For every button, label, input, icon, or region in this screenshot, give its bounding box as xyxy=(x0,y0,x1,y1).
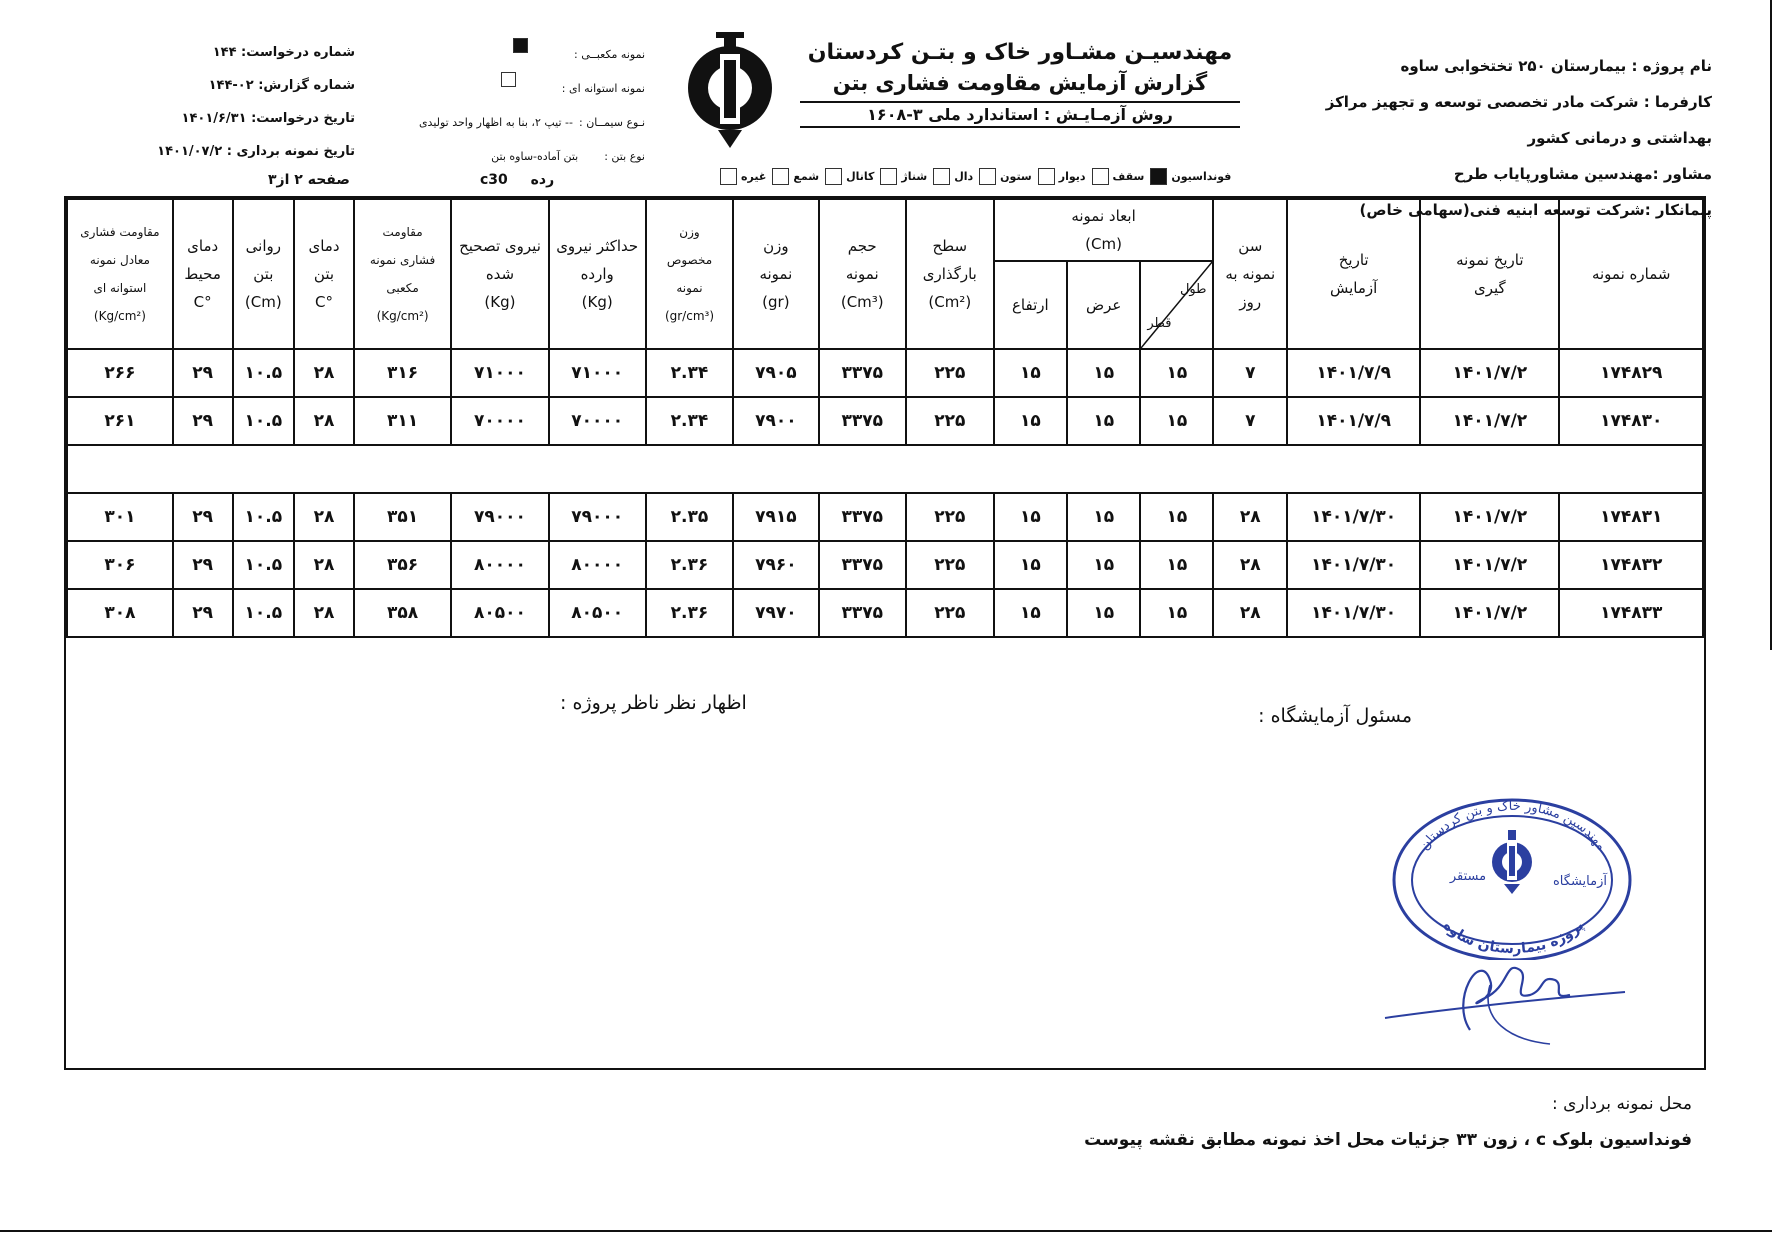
header-dims-text: ابعاد نمونه xyxy=(1071,207,1136,225)
stamp-logo-icon xyxy=(1492,830,1532,894)
table-cell: ۱۴۰۱/۷/۲ xyxy=(1420,349,1559,397)
stamp-lab-text: آزمایشگاه xyxy=(1553,874,1607,889)
header-concrete-temp xyxy=(294,199,354,349)
table-cell: ۱۵ xyxy=(994,349,1067,397)
header-slump-text: روانی بتن xyxy=(245,237,281,283)
table-cell: ۱۰.۵ xyxy=(233,541,295,589)
element-option[interactable] xyxy=(933,168,973,185)
stamp-based-text: مستقر xyxy=(1449,869,1487,884)
sampling-date: تاریخ نمونه برداری : ۱۴۰۱/۰۷/۲ xyxy=(157,144,355,159)
header-length: طول xyxy=(1179,282,1207,297)
table-cell: ۷ xyxy=(1213,349,1287,397)
table-cell: ۱۴۰۱/۷/۳۰ xyxy=(1287,493,1420,541)
sampling-location-label: محل نمونه برداری : xyxy=(1551,1094,1692,1114)
table-cell: ۱۰.۵ xyxy=(233,349,295,397)
results-table xyxy=(66,198,1704,638)
table-cell: ۷۰۰۰۰ xyxy=(549,397,646,445)
table-cell: ۲.۳۴ xyxy=(646,397,733,445)
table-cell: ۱۵ xyxy=(1140,397,1213,445)
test-method: روش آزمـایـش : استاندارد ملی ۳-۱۶۰۸ xyxy=(800,101,1240,128)
table-cell: ۱۵ xyxy=(1140,541,1213,589)
table-cell: ۷۹۰۰۰ xyxy=(451,493,548,541)
element-option[interactable] xyxy=(1092,168,1145,185)
table-cell: ۲۲۵ xyxy=(906,589,994,637)
project-name: نام پروژه : بیمارستان ۲۵۰ تختخوابی ساوه xyxy=(1400,57,1712,75)
table-cell: ۱۷۴۸۳۱ xyxy=(1559,493,1703,541)
table-cell: ۱۵ xyxy=(1067,541,1140,589)
cubic-checkbox[interactable] xyxy=(513,38,528,53)
company-name: مهندسیـن مشـاور خاک و بتـن کردستان xyxy=(807,40,1233,65)
table-cell: ۲۲۵ xyxy=(906,541,994,589)
header-area-unit: (Cm²) xyxy=(928,293,972,311)
table-cell: ۷۹۰۵ xyxy=(733,349,818,397)
header-max-force xyxy=(549,199,646,349)
header-height: ارتفاع xyxy=(994,261,1067,349)
lab-stamp xyxy=(1390,790,1635,960)
table-cell: ۱۰.۵ xyxy=(233,589,295,637)
table-cell: ۲.۳۵ xyxy=(646,493,733,541)
table-cell: ۳۳۷۵ xyxy=(819,349,906,397)
table-cell: ۱۴۰۱/۷/۲ xyxy=(1420,589,1559,637)
table-header-row xyxy=(67,199,1703,261)
header-cyl-strength-text: مقاومت فشاری معادل نمونه استوانه ای xyxy=(80,225,160,295)
table-cell: ۲۲۵ xyxy=(906,349,994,397)
table-cell: ۱۵ xyxy=(1140,589,1213,637)
table-cell: ۲۸ xyxy=(294,493,354,541)
table-cell: ۳۳۷۵ xyxy=(819,397,906,445)
report-number: شماره گزارش: ۰۲-۱۴۴ xyxy=(208,78,355,93)
element-checkbox[interactable] xyxy=(772,168,789,185)
contractor: پیمانکار :شرکت توسعه ابنیه فنی(سهامی خاص) xyxy=(1359,201,1712,219)
table-cell: ۷۹۰۰ xyxy=(733,397,818,445)
header-test-date-text: تاریخ آزمایش xyxy=(1330,251,1378,297)
concrete-value: بتن آماده-ساوه بتن xyxy=(491,150,579,163)
header-cube-strength xyxy=(354,199,452,349)
element-option[interactable] xyxy=(720,168,766,185)
employer-line1: کارفرما : شرکت مادر تخصصی توسعه و تجهیز مراکز xyxy=(1325,93,1712,111)
table-cell: ۱۵ xyxy=(1140,349,1213,397)
table-cell: ۲۶۱ xyxy=(67,397,173,445)
cubic-label: نمونه مکعبــی : xyxy=(574,48,645,61)
table-cell: ۳۳۷۵ xyxy=(819,541,906,589)
table-cell: ۱۵ xyxy=(1140,493,1213,541)
stamp-bottom-text: پروژه بیمارستان ساوه xyxy=(1439,917,1588,958)
table-cell: ۲۹ xyxy=(173,397,233,445)
header-volume xyxy=(819,199,906,349)
header-age-text: سن نمونه به روز xyxy=(1225,237,1276,311)
header-slump xyxy=(233,199,295,349)
table-cell: ۷۰۰۰۰ xyxy=(451,397,548,445)
table-spacer-cell xyxy=(67,445,1703,493)
table-cell: ۱۵ xyxy=(994,493,1067,541)
table-cell: ۱۵ xyxy=(1067,589,1140,637)
table-row xyxy=(67,541,1703,589)
sample-type-info xyxy=(380,38,645,174)
table-cell: ۳۳۷۵ xyxy=(819,589,906,637)
table-cell: ۲۸ xyxy=(294,541,354,589)
table-cell: ۳۱۱ xyxy=(354,397,452,445)
handwritten-signature xyxy=(1380,940,1630,1050)
header-sample-no: شماره نمونه xyxy=(1559,199,1703,349)
header-max-force-unit: (Kg) xyxy=(581,293,613,311)
table-cell: ۳۰۱ xyxy=(67,493,173,541)
header-concrete-temp-unit: °C xyxy=(314,293,333,311)
supervisor-opinion-label: اظهار نظر ناظر پروژه : xyxy=(560,692,747,714)
table-row xyxy=(67,397,1703,445)
header-sampling-date-text: تاریخ نمونه گیری xyxy=(1456,251,1524,297)
cement-label: نـوع سیمــان : xyxy=(579,116,645,129)
table-cell: ۱۰.۵ xyxy=(233,397,295,445)
header-ambient-temp-unit: °C xyxy=(193,293,212,311)
element-type-list xyxy=(720,168,1231,185)
table-row xyxy=(67,349,1703,397)
table-cell: ۷۹۰۰۰ xyxy=(549,493,646,541)
table-cell: ۳۵۶ xyxy=(354,541,452,589)
table-cell: ۳۵۸ xyxy=(354,589,452,637)
table-cell: ۷۱۰۰۰ xyxy=(451,349,548,397)
employer-line2: بهداشتی و درمانی کشور xyxy=(1527,129,1712,147)
table-cell: ۷۹۷۰ xyxy=(733,589,818,637)
table-cell: ۳۰۶ xyxy=(67,541,173,589)
element-checkbox[interactable] xyxy=(825,168,842,185)
table-cell: ۷۱۰۰۰ xyxy=(549,349,646,397)
header-corrected-force xyxy=(451,199,548,349)
sampling-location-desc: فونداسیون بلوک c ، زون ۳۳ جزئیات محل اخذ نمونه مطابق نقشه پیوست xyxy=(1084,1130,1692,1150)
company-logo-icon xyxy=(680,30,780,150)
table-cell: ۱۷۴۸۲۹ xyxy=(1559,349,1703,397)
lab-responsible-label: مسئول آزمایشگاه : xyxy=(1258,705,1412,727)
header-dims xyxy=(994,199,1214,261)
table-cell: ۳۳۷۵ xyxy=(819,493,906,541)
element-option-label: کانال xyxy=(846,170,875,183)
cylinder-row xyxy=(380,72,645,106)
header-area-text: سطح بارگذاری xyxy=(922,237,977,283)
table-cell: ۱۵ xyxy=(1067,493,1140,541)
table-cell: ۸۰۵۰۰ xyxy=(549,589,646,637)
cement-row xyxy=(380,106,645,140)
header-length-diameter xyxy=(1140,261,1213,349)
element-checkbox[interactable] xyxy=(979,168,996,185)
table-cell: ۲۸ xyxy=(294,397,354,445)
table-cell: ۱۵ xyxy=(994,541,1067,589)
table-cell: ۲۹ xyxy=(173,541,233,589)
table-cell: ۲۶۶ xyxy=(67,349,173,397)
element-option-label: فونداسیون xyxy=(1171,170,1232,183)
table-cell: ۱۷۴۸۳۳ xyxy=(1559,589,1703,637)
header-cube-strength-unit: (Kg/cm²) xyxy=(376,309,429,323)
table-cell: ۸۰۰۰۰ xyxy=(451,541,548,589)
table-cell: ۲۸ xyxy=(1213,541,1287,589)
table-cell: ۸۰۰۰۰ xyxy=(549,541,646,589)
table-cell: ۱۷۴۸۳۲ xyxy=(1559,541,1703,589)
element-checkbox[interactable] xyxy=(1150,168,1167,185)
table-cell: ۲۹ xyxy=(173,349,233,397)
cylinder-checkbox[interactable] xyxy=(501,72,516,87)
header-corrected-force-unit: (Kg) xyxy=(484,293,516,311)
grade-label: رده xyxy=(530,172,555,188)
page-number: صفحه ۲ از۳ xyxy=(268,172,350,188)
element-option-label: شناژ xyxy=(901,170,928,183)
header-corrected-force-text: نیروی تصحیح شده xyxy=(459,237,541,283)
table-cell: ۲۸ xyxy=(294,349,354,397)
header-width: عرض xyxy=(1067,261,1140,349)
table-cell: ۱۰.۵ xyxy=(233,493,295,541)
concrete-label: نوع بتن : xyxy=(604,150,645,163)
table-spacer-row xyxy=(67,445,1703,493)
element-option[interactable] xyxy=(825,168,874,185)
table-cell: ۷ xyxy=(1213,397,1287,445)
table-cell: ۷۹۶۰ xyxy=(733,541,818,589)
element-option[interactable] xyxy=(880,168,927,185)
element-checkbox[interactable] xyxy=(720,168,737,185)
element-checkbox[interactable] xyxy=(933,168,950,185)
header-slump-unit: (Cm) xyxy=(244,293,282,311)
element-option-label: دیوار xyxy=(1058,170,1086,183)
table-cell: ۲۸ xyxy=(1213,589,1287,637)
table-cell: ۱۴۰۱/۷/۲ xyxy=(1420,541,1559,589)
table-cell: ۸۰۵۰۰ xyxy=(451,589,548,637)
table-cell: ۱۴۰۱/۷/۹ xyxy=(1287,397,1420,445)
element-checkbox[interactable] xyxy=(1092,168,1109,185)
page-bottom-border xyxy=(0,1230,1772,1232)
stamp-outer-text: مهندسین مشاور خاک و بتن کردستان xyxy=(1417,798,1609,854)
header-weight-unit: (gr) xyxy=(762,293,790,311)
element-option-label: دال xyxy=(954,170,974,183)
table-cell: ۱۴۰۱/۷/۲ xyxy=(1420,397,1559,445)
table-row xyxy=(67,493,1703,541)
report-title: گزارش آزمایش مقاومت فشاری بتن xyxy=(832,71,1208,95)
concrete-grade xyxy=(480,172,554,188)
cylinder-label: نمونه استوانه ای : xyxy=(561,82,645,95)
header-density-text: وزن مخصوص نمونه xyxy=(666,225,713,295)
table-cell: ۲.۳۴ xyxy=(646,349,733,397)
table-cell: ۲.۳۶ xyxy=(646,541,733,589)
element-option[interactable] xyxy=(1038,168,1086,185)
header-weight-text: وزن نمونه xyxy=(759,237,793,283)
table-cell: ۲.۳۶ xyxy=(646,589,733,637)
header-density xyxy=(646,199,733,349)
table-cell: ۲۲۵ xyxy=(906,493,994,541)
table-cell: ۱۴۰۱/۷/۹ xyxy=(1287,349,1420,397)
concrete-row xyxy=(380,140,645,174)
header-ambient-temp-text: دمای محیط xyxy=(184,237,221,283)
element-checkbox[interactable] xyxy=(1038,168,1055,185)
header-weight xyxy=(733,199,818,349)
table-cell: ۲۸ xyxy=(294,589,354,637)
table-cell: ۱۷۴۸۳۰ xyxy=(1559,397,1703,445)
table-row xyxy=(67,589,1703,637)
element-option-label: غیره xyxy=(741,170,767,183)
table-cell: ۱۵ xyxy=(1067,349,1140,397)
header-age xyxy=(1213,199,1287,349)
table-cell: ۲۲۵ xyxy=(906,397,994,445)
table-cell: ۱۴۰۱/۷/۲ xyxy=(1420,493,1559,541)
element-option-label: ستون xyxy=(1000,170,1032,183)
header-cyl-strength-unit: (Kg/cm²) xyxy=(93,309,146,323)
request-info xyxy=(157,36,355,168)
grade-value: c30 xyxy=(480,172,508,188)
header-volume-unit: (Cm³) xyxy=(840,293,884,311)
element-option[interactable] xyxy=(979,168,1032,185)
table-cell: ۱۵ xyxy=(1067,397,1140,445)
table-cell: ۱۴۰۱/۷/۳۰ xyxy=(1287,589,1420,637)
header-concrete-temp-text: دمای بتن xyxy=(308,237,340,283)
table-cell: ۳۱۶ xyxy=(354,349,452,397)
element-option-label: سقف xyxy=(1112,170,1145,183)
request-number: شماره درخواست: ۱۴۴ xyxy=(212,45,355,60)
header-sampling-date xyxy=(1420,199,1559,349)
table-cell: ۲۹ xyxy=(173,493,233,541)
table-cell: ۱۴۰۱/۷/۳۰ xyxy=(1287,541,1420,589)
header-volume-text: حجم نمونه xyxy=(845,237,879,283)
table-cell: ۷۹۱۵ xyxy=(733,493,818,541)
element-option[interactable] xyxy=(772,168,819,185)
header-diameter: قطر xyxy=(1147,316,1172,331)
element-option-label: شمع xyxy=(793,170,820,183)
header-test-date xyxy=(1287,199,1420,349)
header-cube-strength-text: مقاومت فشاری نمونه مکعبی xyxy=(369,225,436,295)
header-cyl-strength xyxy=(67,199,173,349)
header-ambient-temp xyxy=(173,199,233,349)
element-option[interactable] xyxy=(1150,168,1231,185)
table-cell: ۲۹ xyxy=(173,589,233,637)
cement-value: -- تیپ ۲، بنا به اظهار واحد تولیدی xyxy=(418,116,573,129)
report-title-block xyxy=(800,40,1240,128)
table-cell: ۲۸ xyxy=(1213,493,1287,541)
consultant: مشاور :مهندسین مشاورپایاب طرح xyxy=(1453,165,1712,183)
header-dims-unit: (Cm) xyxy=(1085,235,1122,253)
element-checkbox[interactable] xyxy=(880,168,897,185)
cubic-row xyxy=(380,38,645,72)
table-cell: ۳۰۸ xyxy=(67,589,173,637)
header-max-force-text: حداکثر نیروی وارده xyxy=(556,237,639,283)
request-date: تاریخ درخواست: ۱۴۰۱/۶/۳۱ xyxy=(181,111,355,126)
table-cell: ۱۵ xyxy=(994,589,1067,637)
table-cell: ۳۵۱ xyxy=(354,493,452,541)
header-density-unit: (gr/cm³) xyxy=(664,309,715,323)
table-cell: ۱۵ xyxy=(994,397,1067,445)
header-area xyxy=(906,199,994,349)
